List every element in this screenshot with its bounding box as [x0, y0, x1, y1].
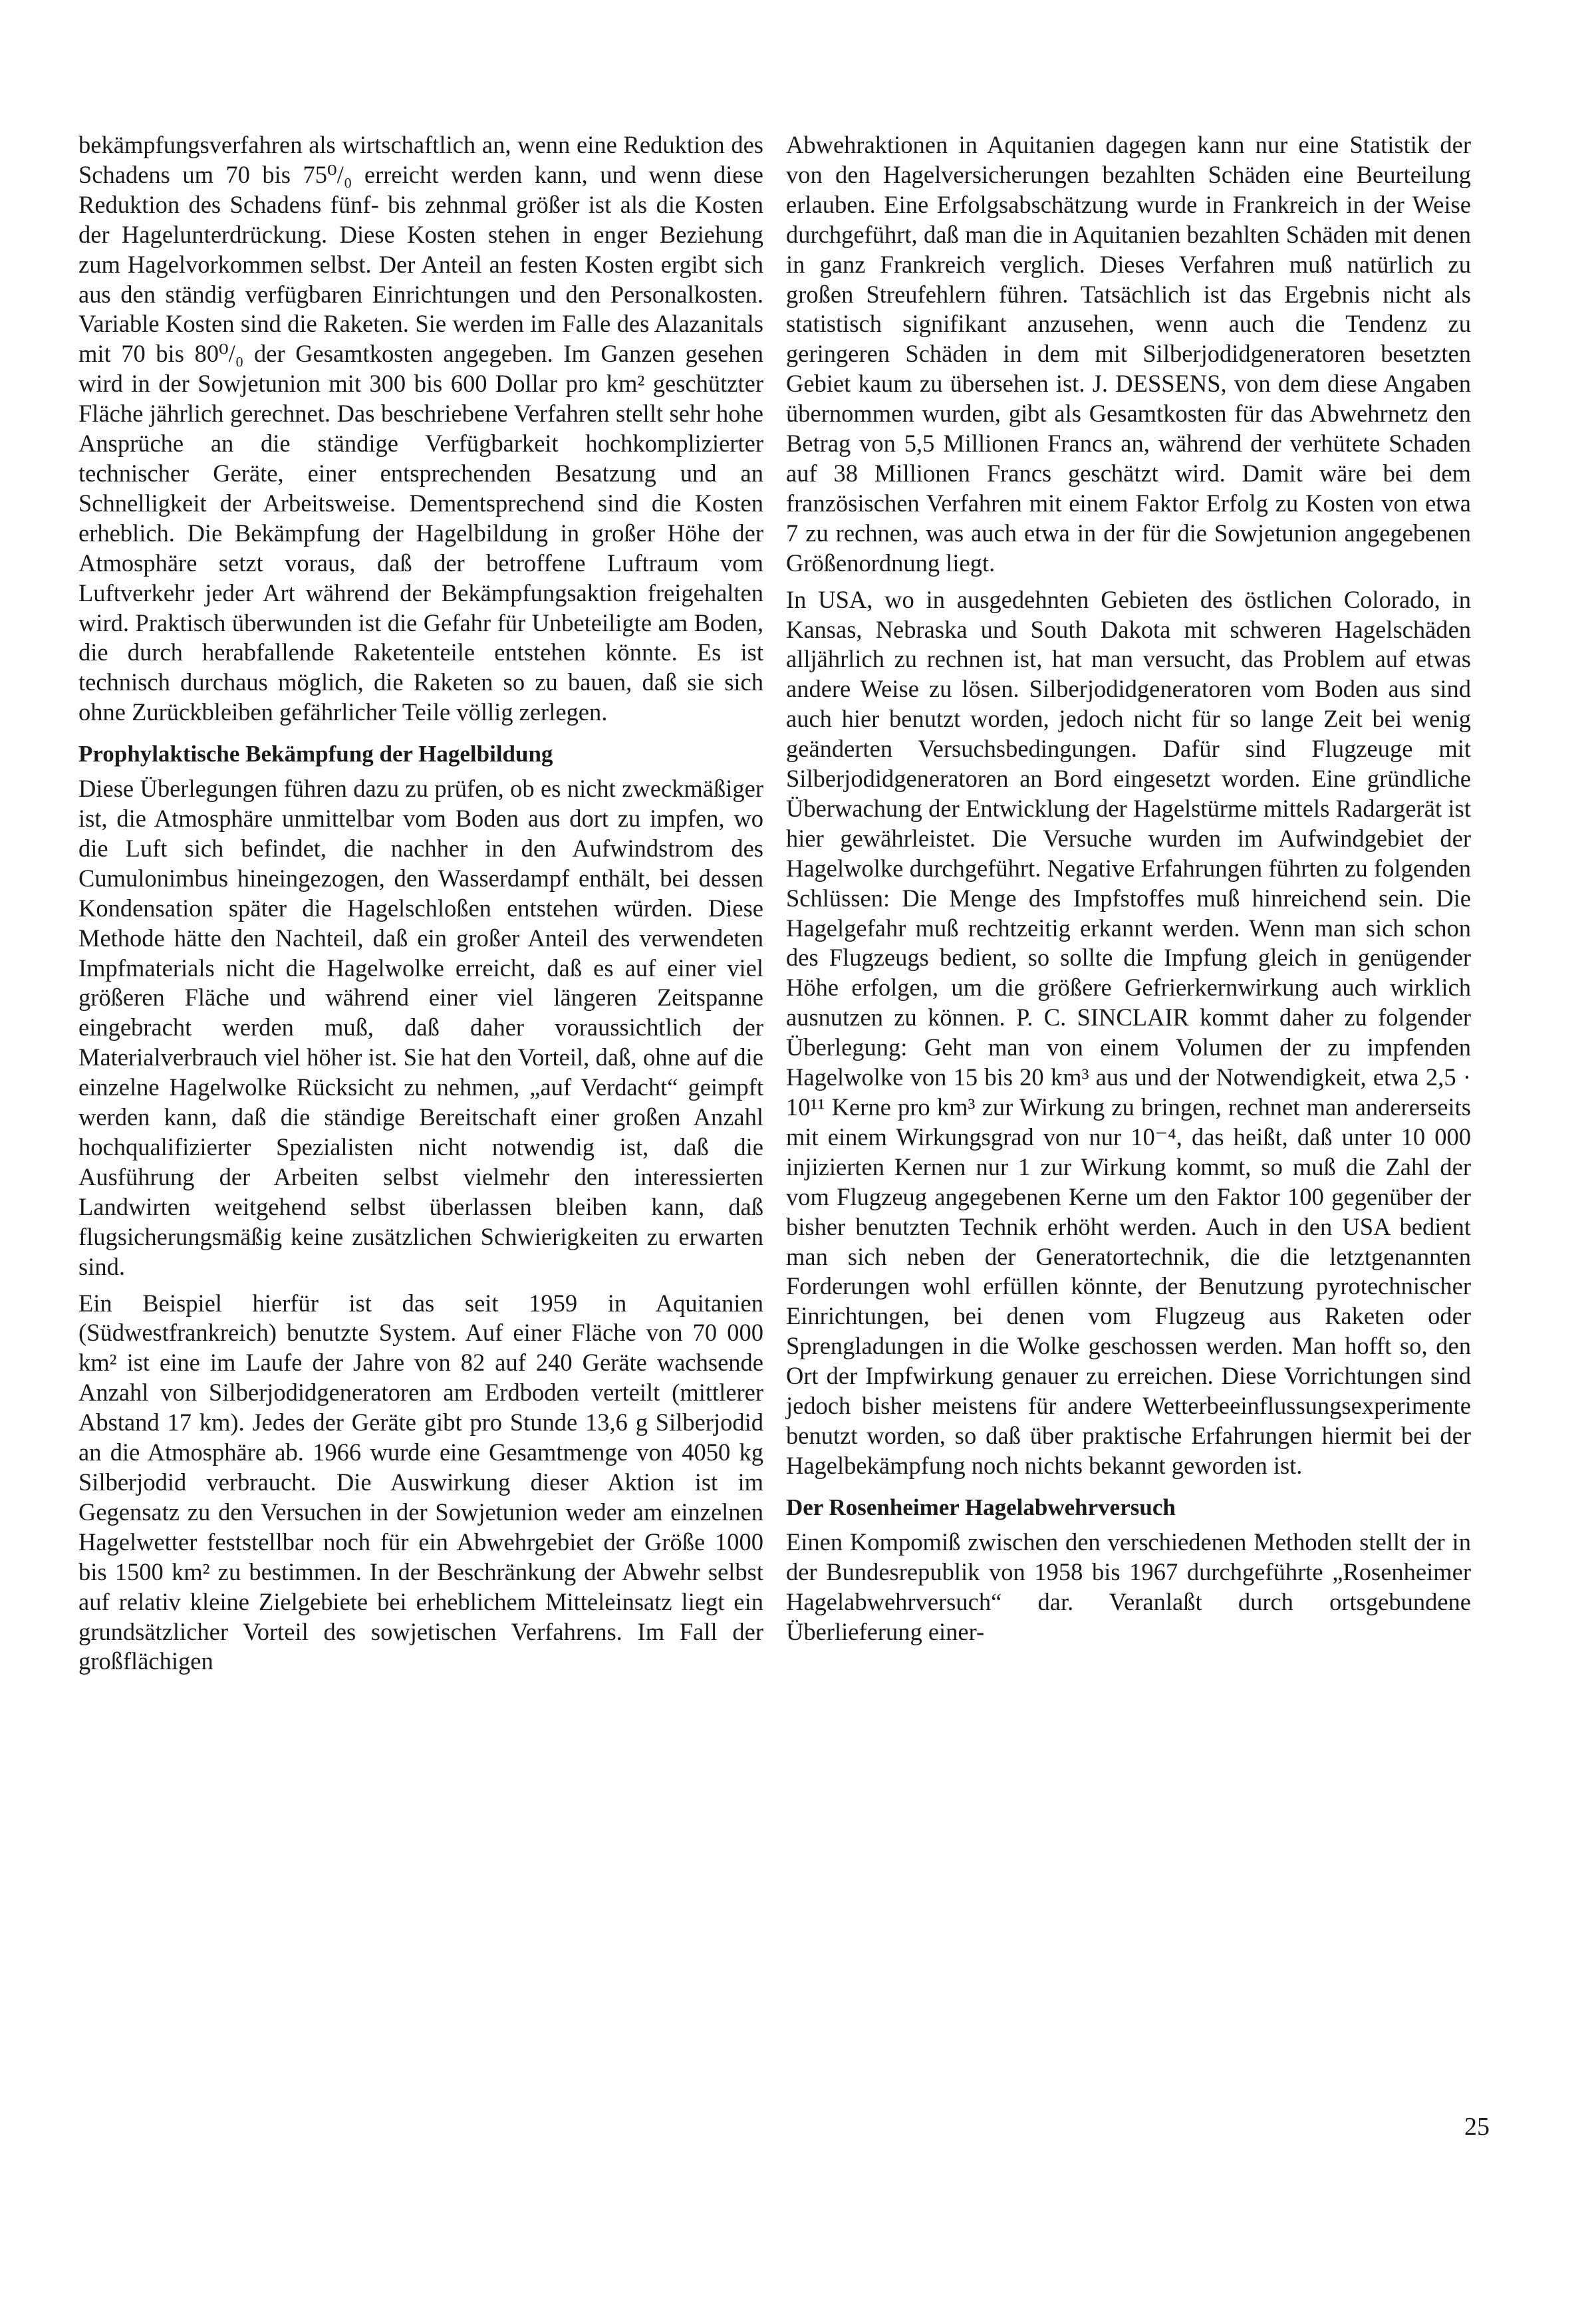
paragraph: Abwehraktionen in Aquitanien dagegen kann nur eine Statistik der von den Hagelversicherungen bezahlten Schäden eine Beurteilung erlauben. Eine Erfolgsabschätzung wurde in Frankreich in der Weise durchgeführt, daß man die in Aquitanien bezahlten Schäden mit denen in ganz Frankreich verglich. Dieses Verfahren muß natürlich zu großen Streufehlern führen. Tatsächlich ist das Ergebnis nicht als statistisch signifikant anzusehen, wenn auch die Tendenz zu geringeren Schäden in dem mit Silberjodidgeneratoren besetzten Gebiet kaum zu übersehen ist. J. DESSENS, von dem diese Angaben übernommen wurden, gibt als Gesamtkosten für das Abwehrnetz den Betrag von 5,5 Millionen Francs an, während der verhütete Schaden auf 38 Millionen Francs geschätzt wird. Damit wäre bei dem französischen Verfahren mit einem Faktor Erfolg zu Kosten von etwa 7 zu rechnen, was auch etwa in der für die Sowjetunion angegebenen Größenordnung liegt.	[786, 131, 1471, 577]
section-heading: Prophylaktische Bekämpfung der Hagelbildung	[78, 741, 553, 767]
paragraph: Einen Kompomiß zwischen den verschiedenen Methoden stellt der in der Bundesrepublik von 1958 bis 1967 durchgeführte „Rosenheimer Hagelabwehrversuch“ dar. Veranlaßt durch ortsgebundene Überlieferung einer-	[786, 1528, 1471, 1645]
left-column	[78, 130, 763, 1683]
paragraph: Diese Überlegungen führen dazu zu prüfen, ob es nicht zweckmäßiger ist, die Atmosphäre unmittelbar vom Boden aus dort zu impfen, wo die Luft sich befindet, die nachher in den Aufwindstrom des Cumulonimbus hineingezogen, den Wasserdampf enthält, bei dessen Kondensation später die Hagelschloßen entstehen würden. Diese Methode hätte den Nachteil, daß ein großer Anteil des verwendeten Impfmaterials nicht die Hagelwolke erreicht, daß es auf einer viel größeren Fläche und während einer viel längeren Zeitspanne eingebracht werden muß, daß daher voraussichtlich der Materialverbrauch viel höher ist. Sie hat den Vorteil, daß, ohne auf die einzelne Hagelwolke Rücksicht zu nehmen, „auf Verdacht“ geimpft werden kann, daß die ständige Bereitschaft einer großen Anzahl hochqualifizierter Spezialisten nicht notwendig ist, daß die Ausführung der Arbeiten selbst vielmehr den interessierten Landwirten weitgehend selbst überlassen bleiben kann, daß flugsicherungsmäßig keine zusätzlichen Schwierigkeiten zu erwarten sind.	[78, 775, 763, 1280]
page-number: 25	[1464, 2113, 1490, 2141]
right-column	[786, 130, 1471, 1653]
paragraph: Ein Beispiel hierfür ist das seit 1959 in Aquitanien (Südwestfrankreich) benutzte System. Auf einer Fläche von 70 000 km² ist eine im Laufe der Jahre von 82 auf 240 Geräte wachsende Anzahl von Silberjodidgeneratoren am Erdboden verteilt (mittlerer Abstand 17 km). Jedes der Geräte gibt pro Stunde 13,6 g Silberjodid an die Atmosphäre ab. 1966 wurde eine Gesamtmenge von 4050 kg Silberjodid verbraucht. Die Auswirkung dieser Aktion ist im Gegensatz zu den Versuchen in der Sowjetunion weder am einzelnen Hagelwetter feststellbar noch für ein Abwehrgebiet der Größe 1000 bis 1500 km² zu bestimmen. In der Beschränkung der Abwehr selbst auf relativ kleine Zielgebiete bei erheblichem Mitteleinsatz liegt ein grundsätzlicher Vorteil des sowjetischen Verfahrens. Im Fall der großflächigen	[78, 1289, 763, 1675]
paragraph: bekämpfungsverfahren als wirtschaftlich an, wenn eine Reduktion des Schadens um 70 bis 75⁰/₀ erreicht werden kann, und wenn diese Reduktion des Schadens fünf- bis zehnmal größer ist als die Kosten der Hagelunterdrückung. Diese Kosten stehen in enger Beziehung zum Hagelvorkommen selbst. Der Anteil an festen Kosten ergibt sich aus den ständig verfügbaren Einrichtungen und den Personalkosten. Variable Kosten sind die Raketen. Sie werden im Falle des Alazanitals mit 70 bis 80⁰/₀ der Gesamtkosten angegeben. Im Ganzen gesehen wird in der Sowjetunion mit 300 bis 600 Dollar pro km² geschützter Fläche jährlich gerechnet. Das beschriebene Verfahren stellt sehr hohe Ansprüche an die ständige Verfügbarkeit hochkomplizierter technischer Geräte, einer entsprechenden Besatzung und an Schnelligkeit der Arbeitsweise. Dementsprechend sind die Kosten erheblich. Die Bekämpfung der Hagelbildung in großer Höhe der Atmosphäre setzt voraus, daß der betroffene Luftraum vom Luftverkehr jeder Art während der Bekämpfungsaktion freigehalten wird. Praktisch überwunden ist die Gefahr für Unbeteiligte am Boden, die durch herabfallende Raketenteile entstehen könnte. Es ist technisch durchaus möglich, die Raketen so zu bauen, daß sie sich ohne Zurückbleiben gefährlicher Teile völlig zerlegen.	[78, 131, 763, 726]
section-heading: Der Rosenheimer Hagelabwehrversuch	[786, 1494, 1176, 1520]
paragraph: In USA, wo in ausgedehnten Gebieten des östlichen Colorado, in Kansas, Nebraska und South Dakota mit schweren Hagelschäden alljährlich zu rechnen ist, hat man versucht, das Problem auf etwas andere Weise zu lösen. Silberjodidgeneratoren vom Boden aus sind auch hier benutzt worden, jedoch nicht für so lange Zeit bei wenig geänderten Versuchsbedingungen. Dafür sind Flugzeuge mit Silberjodidgeneratoren an Bord eingesetzt worden. Eine gründliche Überwachung der Entwicklung der Hagelstürme mittels Radargerät ist hier gewährleistet. Die Versuche wurden im Aufwindgebiet der Hagelwolke durchgeführt. Negative Erfahrungen führten zu folgenden Schlüssen: Die Menge des Impfstoffes muß hinreichend sein. Die Hagelgefahr muß rechtzeitig erkannt werden. Wenn man sich schon des Flugzeugs bedient, so sollte die Impfung gleich in genügender Höhe erfolgen, um die größere Gefrierkernwirkung auch wirklich ausnutzen zu können. P. C. SINCLAIR kommt daher zu folgender Überlegung: Geht man von einem Volumen der zu impfenden Hagelwolke von 15 bis 20 km³ aus und der Notwendigkeit, etwa 2,5 · 10¹¹ Kerne pro km³ zur Wirkung zu bringen, rechnet man andererseits mit einem Wirkungsgrad von nur 10⁻⁴, das heißt, daß unter 10 000 injizierten Kernen nur 1 zur Wirkung kommt, so muß die Zahl der vom Flugzeug angegebenen Kerne um den Faktor 100 gegenüber der bisher benutzten Technik erhöht werden. Auch in den USA bedient man sich neben der Generatortechnik, die die letztgenannten Forderungen wohl erfüllen könnte, der Benutzung pyrotechnischer Einrichtungen, bei denen vom Flugzeug aus Raketen oder Sprengladungen in die Wolke geschossen werden. Man hofft so, den Ort der Impfwirkung genauer zu erreichen. Diese Vorrichtungen sind jedoch bisher meistens für andere Wetterbeeinflussungsexperimente benutzt worden, so daß über praktische Erfahrungen hiermit bei der Hagelbekämpfung noch nichts bekannt geworden ist.	[786, 585, 1471, 1479]
